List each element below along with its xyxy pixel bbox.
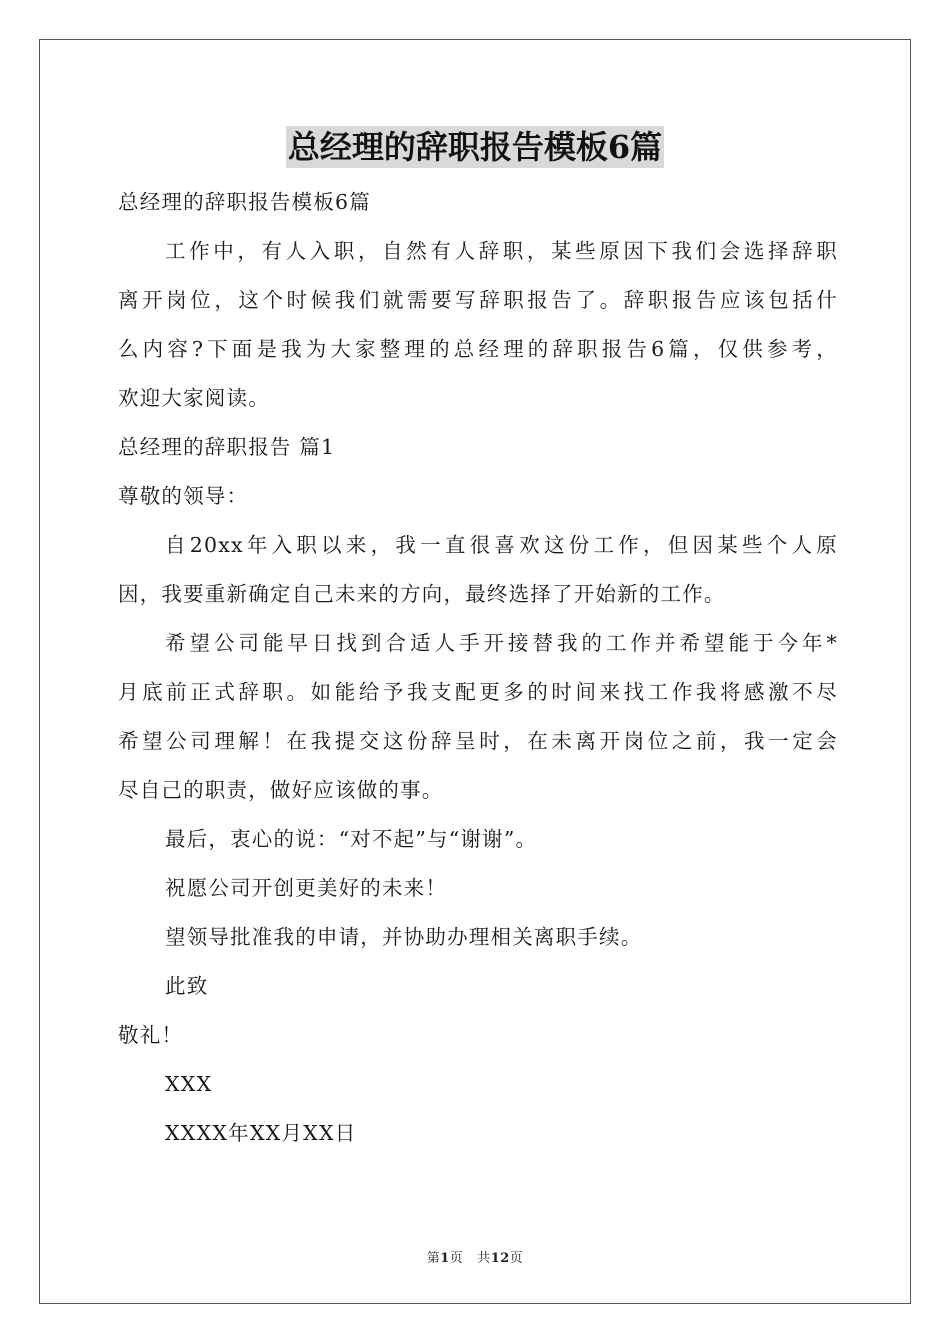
intro-line-1: 工作中，有人入职，自然有人辞职，某些原因下我们会选择辞职 xyxy=(165,239,838,263)
total-pages: 12 xyxy=(490,1251,510,1266)
para2-line-1: 希望公司能早日找到合适人手开接替我的工作并希望能于今年* xyxy=(165,631,838,655)
total-prefix: 共 xyxy=(477,1251,491,1266)
para1-line-1: 自20xx年入职以来，我一直很喜欢这份工作，但因某些个人原 xyxy=(165,533,838,557)
intro-line-4: 欢迎大家阅读。 xyxy=(118,386,270,410)
para2-line-3: 希望公司理解！在我提交这份辞呈时，在未离开岗位之前，我一定会 xyxy=(118,729,838,753)
intro-line-2: 离开岗位，这个时候我们就需要写辞职报告了。辞职报告应该包括什 xyxy=(118,288,838,312)
closing-1: 此致 xyxy=(165,974,209,998)
page-suffix: 页 xyxy=(449,1251,464,1266)
title-container xyxy=(0,126,950,168)
page-prefix: 第 xyxy=(426,1251,441,1266)
para3: 最后，衷心的说：“对不起”与“谢谢”。 xyxy=(165,827,538,851)
total-suffix: 页 xyxy=(509,1251,524,1266)
salutation: 尊敬的领导： xyxy=(118,484,249,508)
para1-line-2: 因，我要重新确定自己未来的方向，最终选择了开始新的工作。 xyxy=(118,582,726,606)
page-footer xyxy=(0,1247,950,1266)
para2-line-4: 尽自己的职责，做好应该做的事。 xyxy=(118,778,444,802)
subtitle: 总经理的辞职报告模板6篇 xyxy=(118,190,371,214)
date: XXXX年XX月XX日 xyxy=(165,1121,357,1145)
para5: 望领导批准我的申请，并协助办理相关离职手续。 xyxy=(165,925,643,949)
section-title: 总经理的辞职报告 篇1 xyxy=(118,435,336,459)
document-body xyxy=(118,178,838,1158)
para4: 祝愿公司开创更美好的未来！ xyxy=(165,876,448,900)
document-title: 总经理的辞职报告模板6篇 xyxy=(287,128,663,166)
signature: XXX xyxy=(165,1072,213,1096)
page-number: 1 xyxy=(440,1251,450,1266)
para2-line-2: 月底前正式辞职。如能给予我支配更多的时间来找工作我将感激不尽 xyxy=(118,680,838,704)
intro-line-3: 么内容?下面是我为大家整理的总经理的辞职报告6篇，仅供参考， xyxy=(118,337,838,361)
closing-2: 敬礼！ xyxy=(118,1023,184,1047)
